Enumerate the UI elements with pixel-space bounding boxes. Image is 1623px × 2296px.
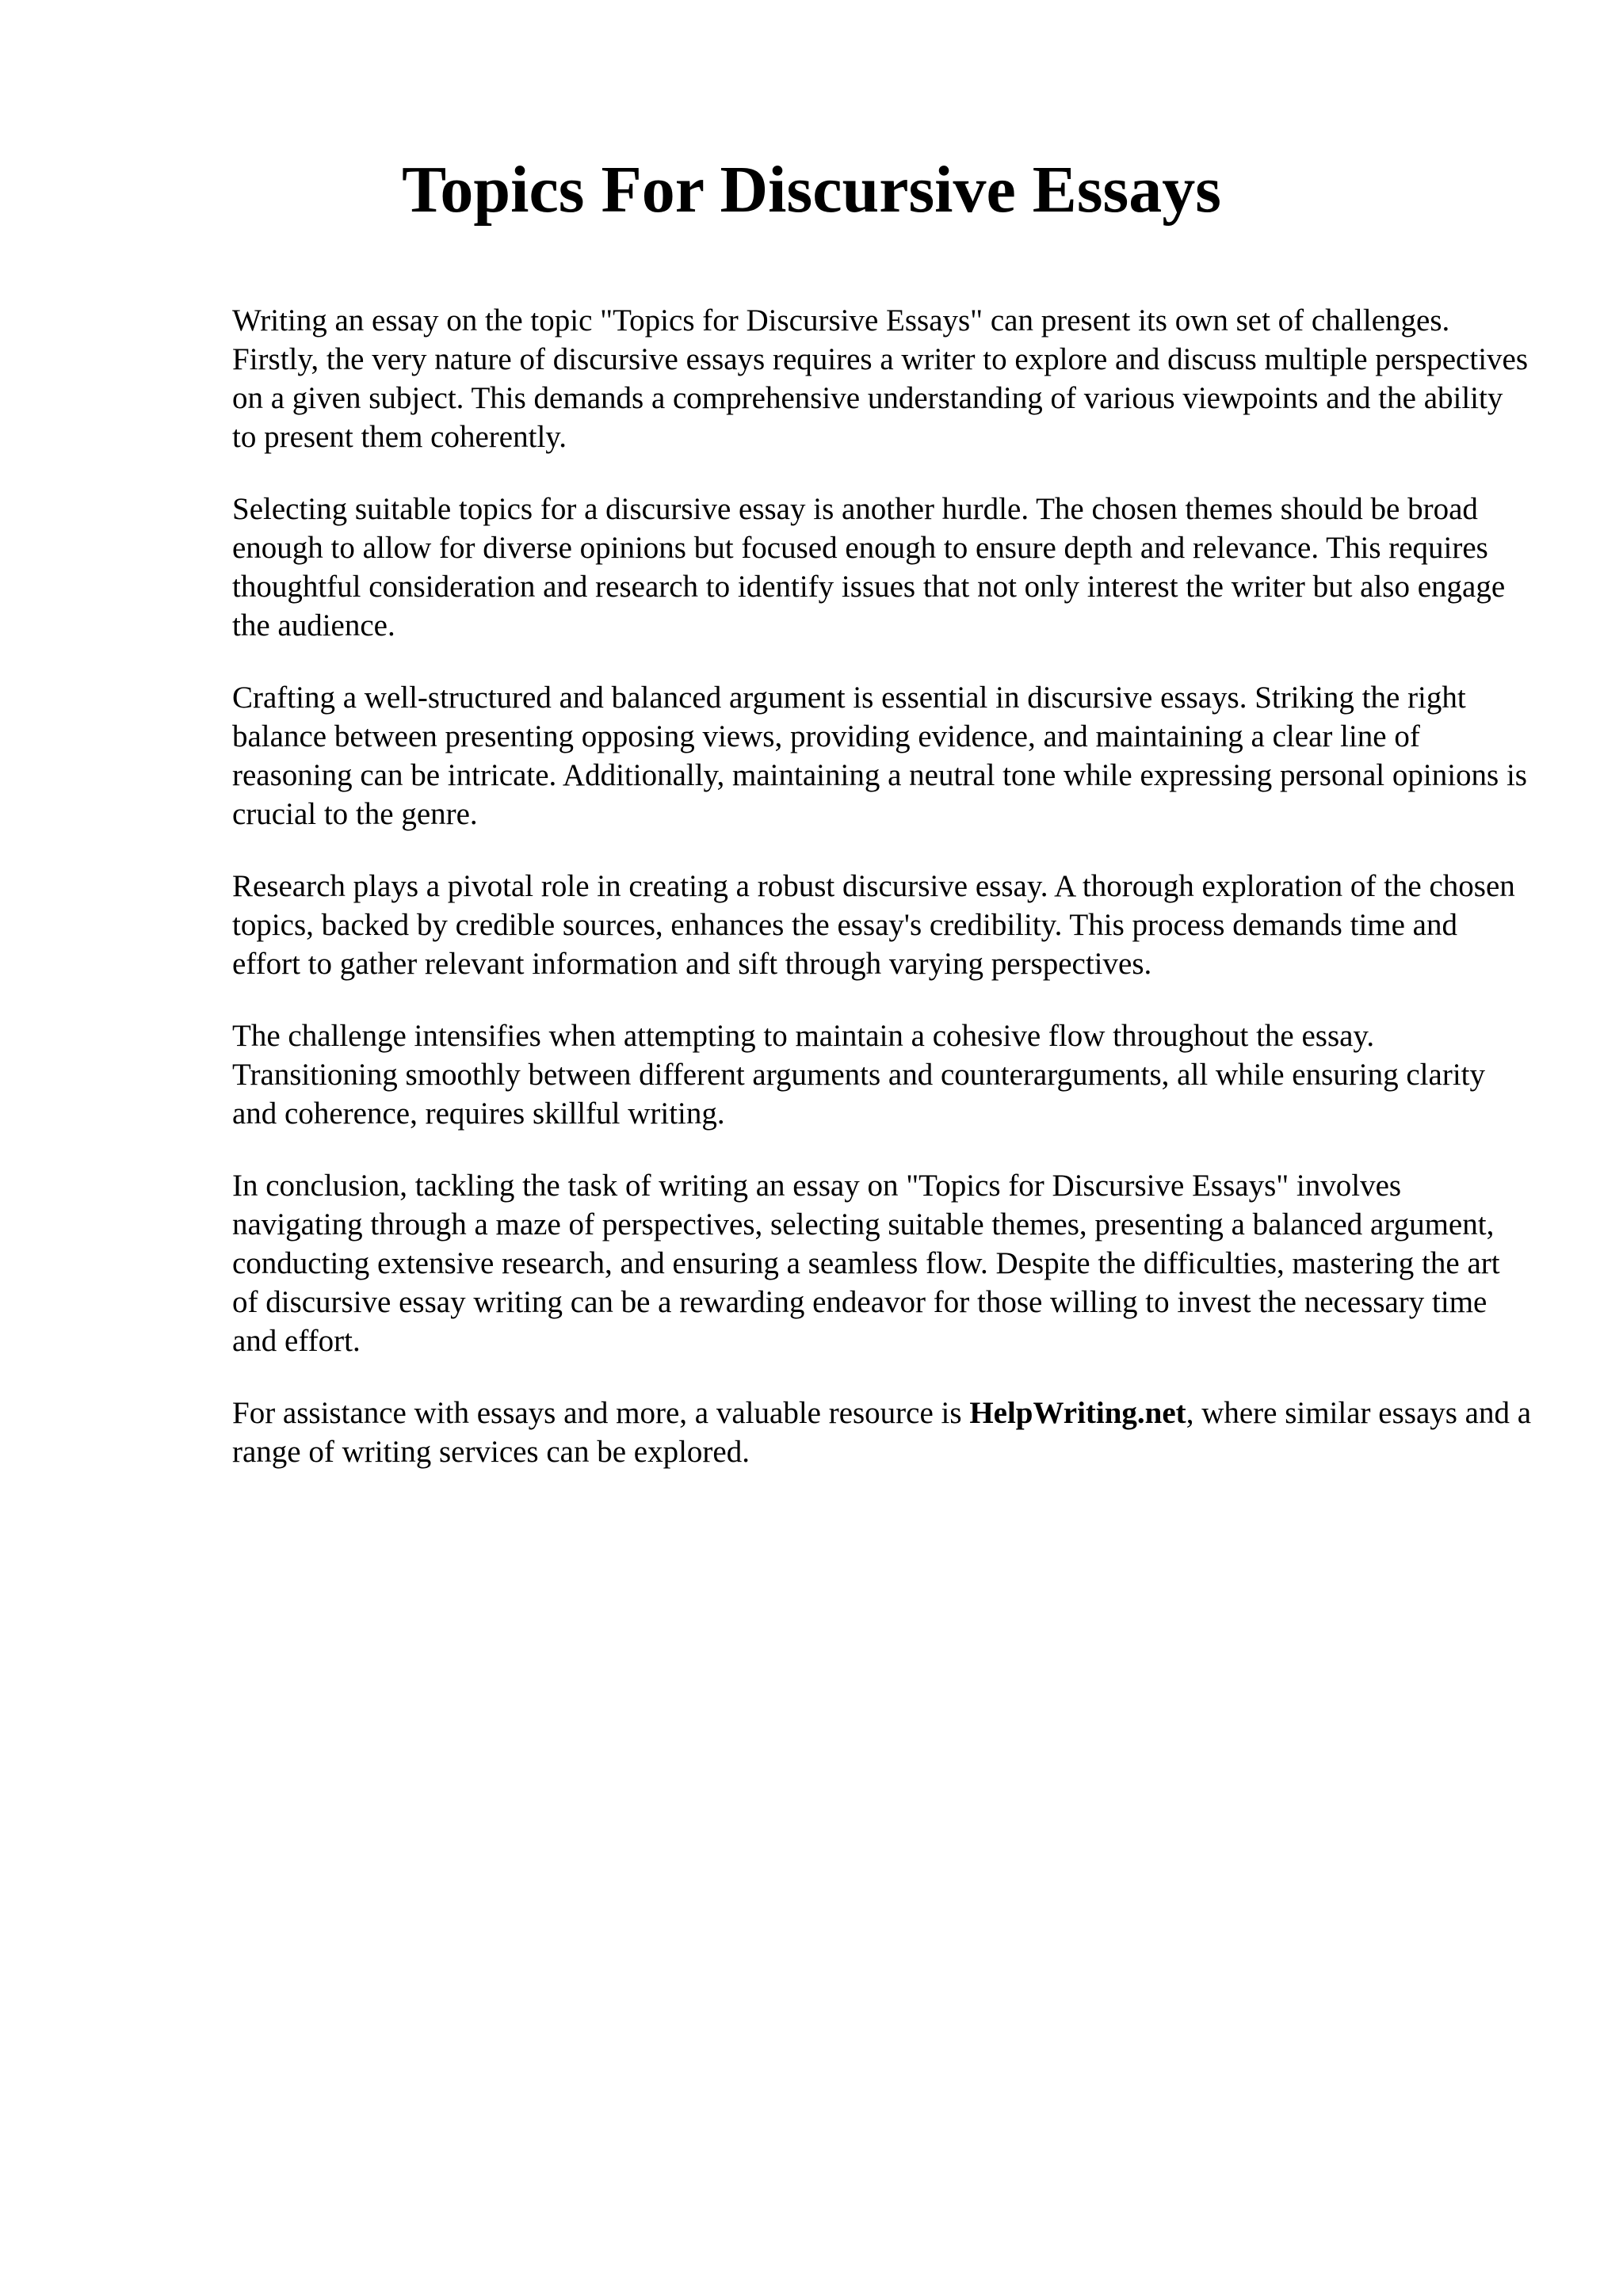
paragraph-4: Research plays a pivotal role in creating a robust discursive essay. A thorough exploration of the chosen topics, backed by credible sources, enhances the essay's credibility. This process demands time and effort to gather relevant information and sift through varying perspectives. [232, 869, 1515, 981]
page-title: Topics For Discursive Essays [402, 153, 1221, 227]
paragraph-1: Writing an essay on the topic "Topics for Discursive Essays" can present its own set of challenges. Firstly, the very nature of discursive essays requires a writer to explore and discuss multiple perspectives on a given subject. This demands a comprehensive understanding of various viewpoints and the ability to present them coherently. [232, 303, 1529, 454]
closing-paragraph [232, 1394, 1532, 1471]
closing-text-before: For assistance with essays and more, a valuable resource is [232, 1396, 970, 1430]
paragraph-3: Crafting a well-structured and balanced argument is essential in discursive essays. Striking the right balance between presenting opposing views, providing evidence, and maintaining a clear line of reasoning can be intricate. Additionally, maintaining a neutral tone while expressing personal opinions is crucial to the genre. [232, 681, 1527, 831]
closing-text-after: , where similar essays and a range of writing services can be explored. [232, 1396, 1532, 1469]
essay-body [232, 301, 1532, 1471]
paragraph-5: The challenge intensifies when attempting to maintain a cohesive flow throughout the essay. Transitioning smoothly between different arguments and counterarguments, all while ensuring clarity and coherence, requires skillful writing. [232, 1019, 1485, 1131]
brand-name: HelpWriting.net [969, 1396, 1186, 1430]
paragraph-2: Selecting suitable topics for a discursive essay is another hurdle. The chosen themes should be broad enough to allow for diverse opinions but focused enough to ensure depth and relevance. This requires thoughtful consideration and research to identify issues that not only interest the writer but also engage the audience. [232, 492, 1506, 643]
paragraph-6: In conclusion, tackling the task of writing an essay on "Topics for Discursive Essays" involves navigating through a maze of perspectives, selecting suitable themes, presenting a balanced argument, conducting extensive research, and ensuring a seamless flow. Despite the difficulties, mastering the art of discursive essay writing can be a rewarding endeavor for those willing to invest the necessary time and effort. [232, 1169, 1500, 1358]
